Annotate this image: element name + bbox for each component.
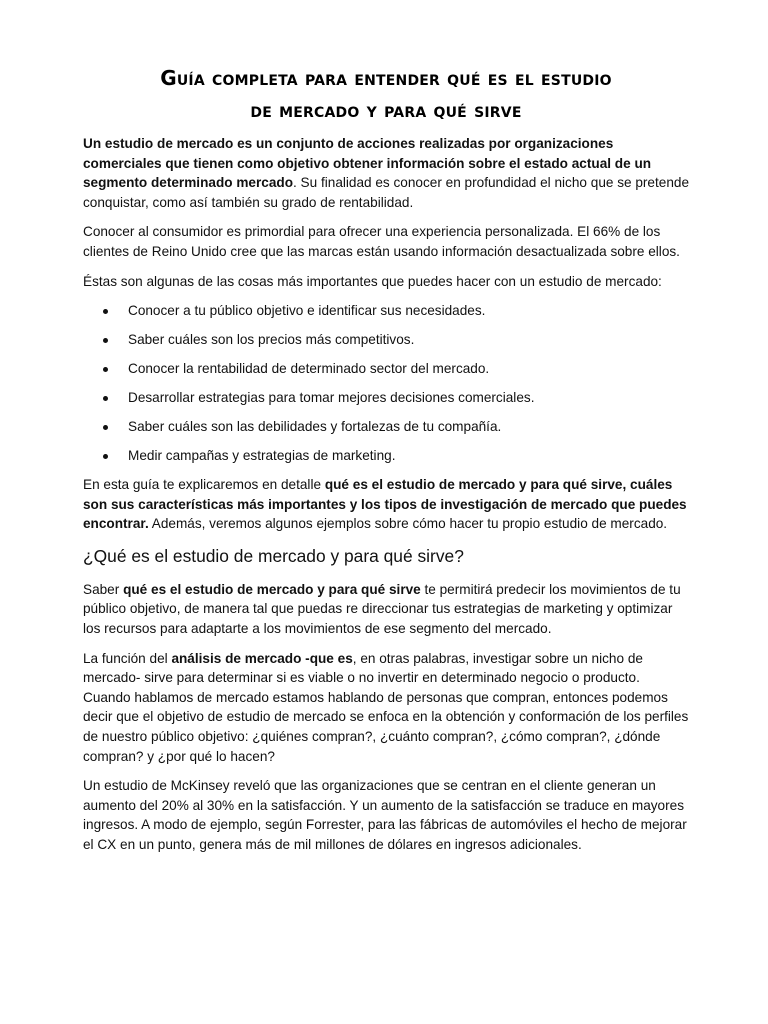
bullet-icon xyxy=(103,396,108,401)
list-item-text: Conocer la rentabilidad de determinado sector del mercado. xyxy=(128,361,490,377)
section-p2-post-text: , en otras palabras, investigar sobre un nicho de mercado- sirve para determinar si es viable o no invertir en determinado negocio o producto. Cuando hablamos de mercado estamos hablando de personas que compran, entonces podemos decir que el objetivo de estudio de mercado se enfoca en la obtención y conformación de los perfiles de nuestro público objetivo: ¿quiénes compran?, ¿cuánto compran?, ¿cómo compran?, ¿dónde compran? y ¿por qué lo hacen? xyxy=(83,650,689,764)
document-title xyxy=(83,62,689,126)
guide-post-text: Además, veremos algunos ejemplos sobre cómo hacer tu propio estudio de mercado. xyxy=(148,516,668,532)
list-item-text: Saber cuáles son las debilidades y fortalezas de tu compañía. xyxy=(128,419,502,435)
section-heading: ¿Qué es el estudio de mercado y para qué sirve? xyxy=(83,545,464,566)
list-item-text: Saber cuáles son los precios más competitivos. xyxy=(128,332,415,348)
section-paragraph-2 xyxy=(83,649,689,767)
bullet-icon xyxy=(103,425,108,430)
list-item xyxy=(83,301,689,321)
guide-pre-text: En esta guía te explicaremos en detalle xyxy=(83,477,325,493)
section-p2-pre-text: La función del xyxy=(83,650,172,666)
list-item xyxy=(83,388,689,408)
title-line-2: de mercado y para qué sirve xyxy=(250,98,522,122)
guide-bold-text: qué es el estudio de mercado y para qué sirve, cuáles son sus características más importantes y los tipos de investigación de mercado que puedes encontrar. xyxy=(83,477,687,532)
title-line-1: Guía completa para entender qué es el estudio xyxy=(160,66,612,90)
list-item xyxy=(83,417,689,437)
intro-rest-text: . Su finalidad es conocer en profundidad el nicho que se pretende conquistar, como así también su grado de rentabilidad. xyxy=(83,175,690,210)
intro-bold-text: Un estudio de mercado es un conjunto de acciones realizadas por organizaciones comerciales que tienen como objetivo obtener información sobre el estado actual de un segmento determinado mercado xyxy=(83,136,652,191)
section-p2-bold-text: análisis de mercado -que es xyxy=(171,650,353,666)
list-item xyxy=(83,330,689,350)
benefits-list xyxy=(83,301,689,466)
bullet-icon xyxy=(103,309,108,314)
list-item xyxy=(83,359,689,379)
list-intro-paragraph: Éstas son algunas de las cosas más importantes que puedes hacer con un estudio de mercado: xyxy=(83,273,662,289)
document-page xyxy=(83,62,689,865)
list-item xyxy=(83,446,689,466)
list-item-text: Desarrollar estrategias para tomar mejores decisiones comerciales. xyxy=(128,390,535,406)
section-p1-bold-text: qué es el estudio de mercado y para qué sirve xyxy=(123,581,421,597)
list-item-text: Conocer a tu público objetivo e identificar sus necesidades. xyxy=(128,303,486,319)
section-paragraph-3: Un estudio de McKinsey reveló que las organizaciones que se centran en el cliente generan un aumento del 20% al 30% en la satisfacción. Y un aumento de la satisfacción se traduce en mayores ingresos. A modo de ejemplo, según Forrester, para las fábricas de automóviles el hecho de mejorar el CX en un punto, genera más de mil millones de dólares en ingresos adicionales. xyxy=(83,778,687,852)
section-paragraph-1 xyxy=(83,580,689,639)
consumer-paragraph: Conocer al consumidor es primordial para ofrecer una experiencia personalizada. El 66% de los clientes de Reino Unido cree que las marcas están usando información desactualizada sobre ellos. xyxy=(83,224,680,259)
bullet-icon xyxy=(103,454,108,459)
section-p1-post-text: te permitirá predecir los movimientos de tu público objetivo, de manera tal que puedas re direccionar tus estrategias de marketing y optimizar los recursos para adaptarte a los movimientos de ese segmento del mercado. xyxy=(83,581,681,637)
bullet-icon xyxy=(103,338,108,343)
intro-paragraph xyxy=(83,134,689,212)
list-item-text: Medir campañas y estrategias de marketing. xyxy=(128,448,396,464)
section-p1-pre-text: Saber xyxy=(83,581,124,597)
bullet-icon xyxy=(103,367,108,372)
guide-paragraph xyxy=(83,475,689,534)
